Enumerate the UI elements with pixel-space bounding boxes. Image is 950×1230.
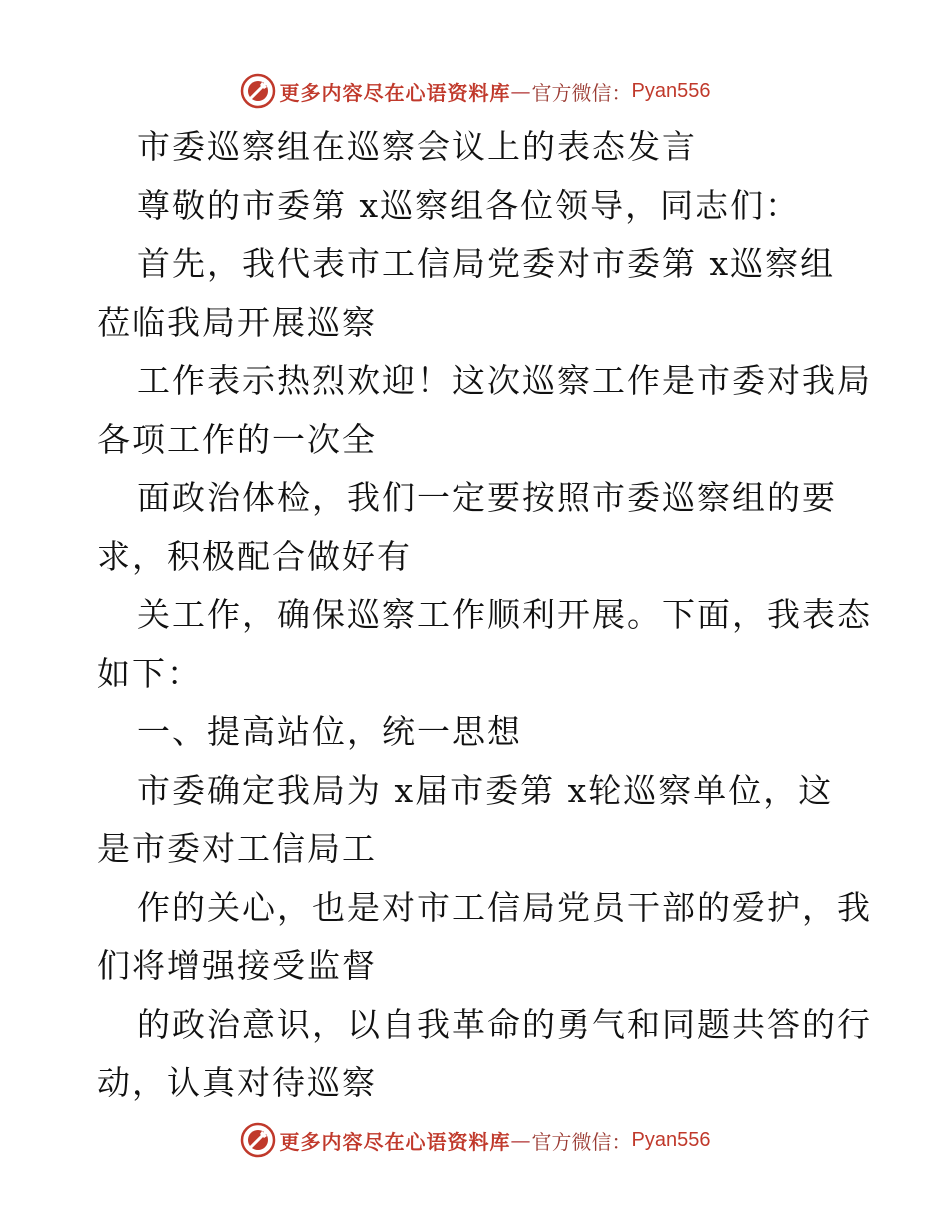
- watermark-brand: 更多内容尽在心语资料库: [279, 1129, 511, 1154]
- paragraph-line: 如下：: [97, 653, 202, 693]
- paragraph-line: 市委确定我局为 x届市委第 x轮巡察单位，这: [137, 770, 834, 810]
- paragraph-line: 求，积极配合做好有: [97, 536, 412, 576]
- doc-title: 市委巡察组在巡察会议上的表态发言: [137, 127, 697, 166]
- paragraph-line: 各项工作的一次全: [97, 419, 377, 459]
- footer-watermark: [0, 1118, 950, 1162]
- paragraph-line: 关工作，确保巡察工作顺利开展。下面，我表态: [137, 595, 872, 634]
- salutation: 尊敬的市委第 x巡察组各位领导，同志们：: [137, 185, 801, 225]
- watermark-dash: —: [510, 1128, 532, 1152]
- paragraph-line: 作的关心，也是对市工信局党员干部的爱护，我: [137, 887, 872, 927]
- pen-logo-icon: [240, 73, 276, 109]
- watermark-brand: 更多内容尽在心语资料库: [279, 80, 511, 105]
- watermark-id: Pyan556: [631, 1128, 711, 1151]
- paragraph-line: 工作表示热烈欢迎！这次巡察工作是市委对我局: [137, 361, 872, 400]
- paragraph-line: 首先，我代表市工信局党委对市委第 x巡察组: [137, 244, 836, 283]
- paragraph-line: 的政治意识，以自我革命的勇气和同题共答的行: [137, 1004, 872, 1044]
- paragraph-line: 动，认真对待巡察: [97, 1063, 377, 1102]
- paragraph-line: 莅临我局开展巡察: [97, 302, 377, 342]
- header-watermark: [0, 69, 950, 113]
- watermark-label: 官方微信：: [531, 1129, 632, 1154]
- pen-logo-icon: [240, 1122, 276, 1158]
- paragraph-line: 是市委对工信局工: [97, 829, 377, 868]
- paragraph-line: 们将增强接受监督: [97, 946, 377, 985]
- paragraph-line: 面政治体检，我们一定要按照市委巡察组的要: [137, 478, 837, 517]
- watermark-label: 官方微信：: [531, 80, 632, 105]
- watermark-id: Pyan556: [631, 79, 711, 102]
- document-body: [97, 118, 872, 1113]
- watermark-dash: —: [510, 79, 532, 103]
- section-heading: 一、提高站位，统一思想: [137, 712, 522, 751]
